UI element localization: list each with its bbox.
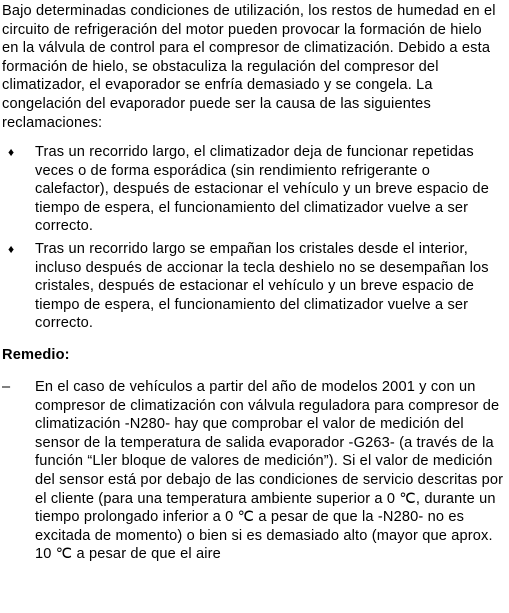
remedy-text: En el caso de vehículos a partir del año de modelos 2001 y con un compresor de climatización con válvula reguladora para compresor de climatización -N280- hay que comprobar el valor de medición del sensor de la temperatura de salida evaporador -G263- (a través de la función “Ller bloque de valores de medición”). Si el valor de medición del sensor está por debajo de las condiciones de servicio descritas por el cliente (para una temperatura ambiente superior a 0 ℃, durante un tiempo prolongado inferior a 0 ℃ a pesar de que la -N280- no es excitada de momento) o bien si es demasiado alto (mayor que aprox. 10 ℃ a pesar de que el aire — [35, 379, 504, 563]
dash-bullet: – — [2, 379, 11, 395]
remedy-heading: Remedio: — [2, 347, 70, 363]
intro-paragraph: Bajo determinadas condiciones de utilización, los restos de humedad en el circuito de refrigeración del motor pueden provocar la formación de hielo en la válvula de control para el compresor de climatización. Debido a esta formación de hielo, se obstaculiza la regulación del compresor del climatizador, el evaporador se enfría demasiado y se congela. La congelación del evaporador puede ser la causa de las siguientes reclamaciones: — [2, 3, 496, 131]
complaint-text: Tras un recorrido largo, el climatizador deja de funcionar repetidas veces o de forma esporádica (sin rendimiento refrigerante o calefactor), después de estacionar el vehículo y un breve espacio de tiempo de espera, el funcionamiento del climatizador vuelve a ser correcto. — [35, 144, 489, 235]
diamond-bullet-icon: ♦ — [8, 242, 15, 256]
diamond-bullet-icon: ♦ — [8, 145, 15, 159]
complaint-text: Tras un recorrido largo se empañan los cristales desde el interior, incluso después de accionar la tecla deshielo no se desempañan los cristales, después de estacionar el vehículo y un breve espacio de tiempo de espera, el funcionamiento del climatizador vuelve a ser correcto. — [35, 241, 489, 332]
